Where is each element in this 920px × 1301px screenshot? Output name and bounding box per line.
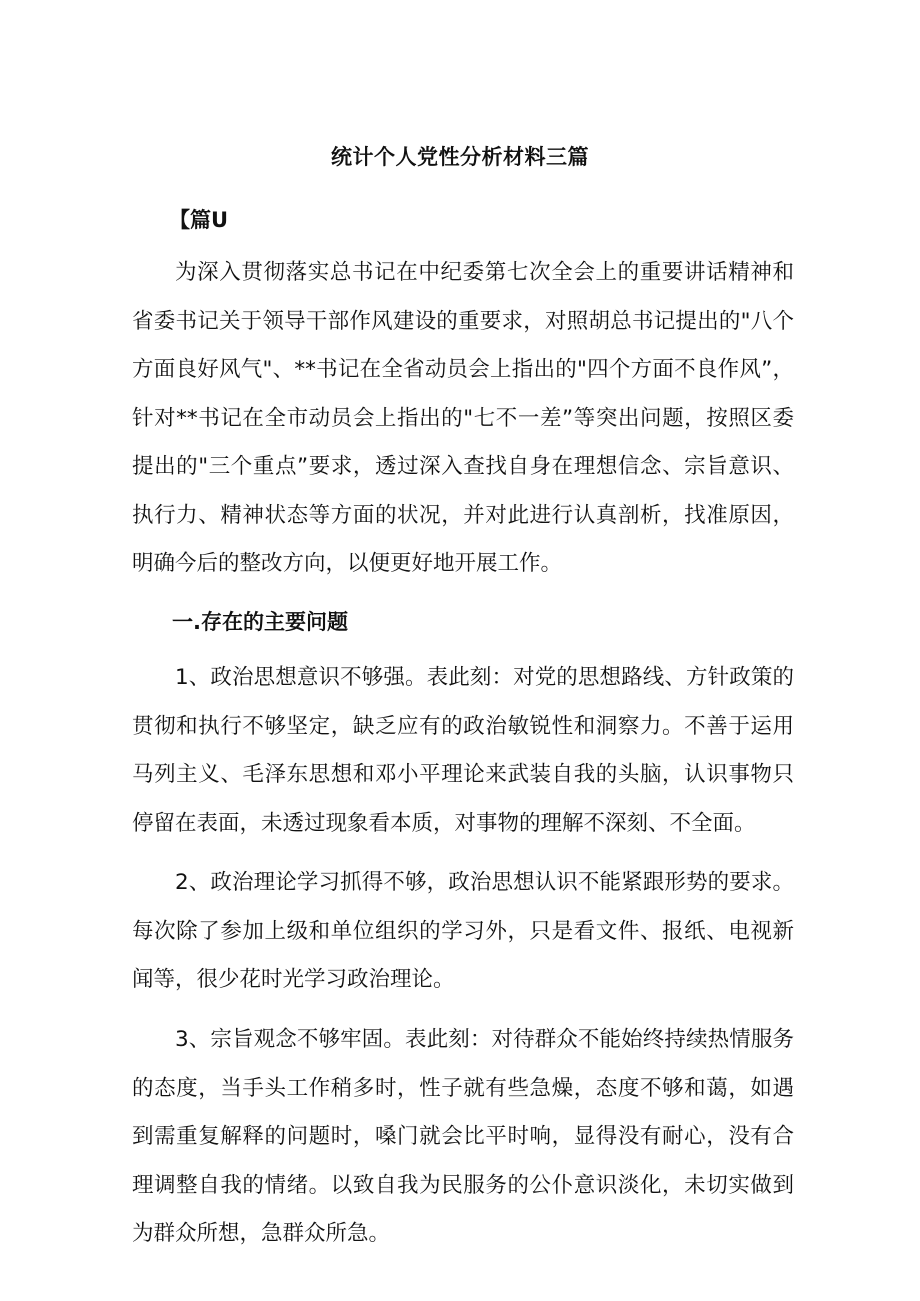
problem-item-2: 2、政治理论学习抓得不够，政治思想认识不能紧跟形势的要求。每次除了参加上级和单位组织的学习外，只是看文件、报纸、电视新闻等，很少花时光学习政治理论。 xyxy=(132,870,794,992)
section-label: 【篇U xyxy=(169,208,229,232)
section-heading: 一.存在的主要问题 xyxy=(172,610,348,634)
document-title: 统计个人党性分析材料三篇 xyxy=(331,145,589,169)
problem-item-1: 1、政治思想意识不够强。表此刻：对党的思想路线、方针政策的贯彻和执行不够坚定，缺乏应有的政治敏锐性和洞察力。不善于运用马列主义、毛泽东思想和邓小平理论来武装自我的头脑，认识事物只停留在表面，未透过现象看本质，对事物的理解不深刻、不全面。 xyxy=(132,665,794,836)
problem-item-3: 3、宗旨观念不够牢固。表此刻：对待群众不能始终持续热情服务的态度，当手头工作稍多时，性子就有些急燥，态度不够和蔼，如遇到需重复解释的问题时，嗓门就会比平时响，显得没有耐心，没有合理调整自我的情绪。以致自我为民服务的公仆意识淡化，未切实做到为群众所想，急群众所急。 xyxy=(132,1027,794,1246)
intro-paragraph: 为深入贯彻落实总书记在中纪委第七次全会上的重要讲话精神和省委书记关于领导干部作风建设的重要求，对照胡总书记提出的"八个方面良好风气"、**书记在全省动员会上指出的"四个方面不良作风”，针对**书记在全市动员会上指出的"七不一差”等突出问题，按照区委提出的"三个重点”要求，透过深入查找自身在理想信念、宗旨意识、执行力、精神状态等方面的状况，并对此进行认真剖析，找准原因，明确今后的整改方向，以便更好地开展工作。 xyxy=(132,260,794,576)
